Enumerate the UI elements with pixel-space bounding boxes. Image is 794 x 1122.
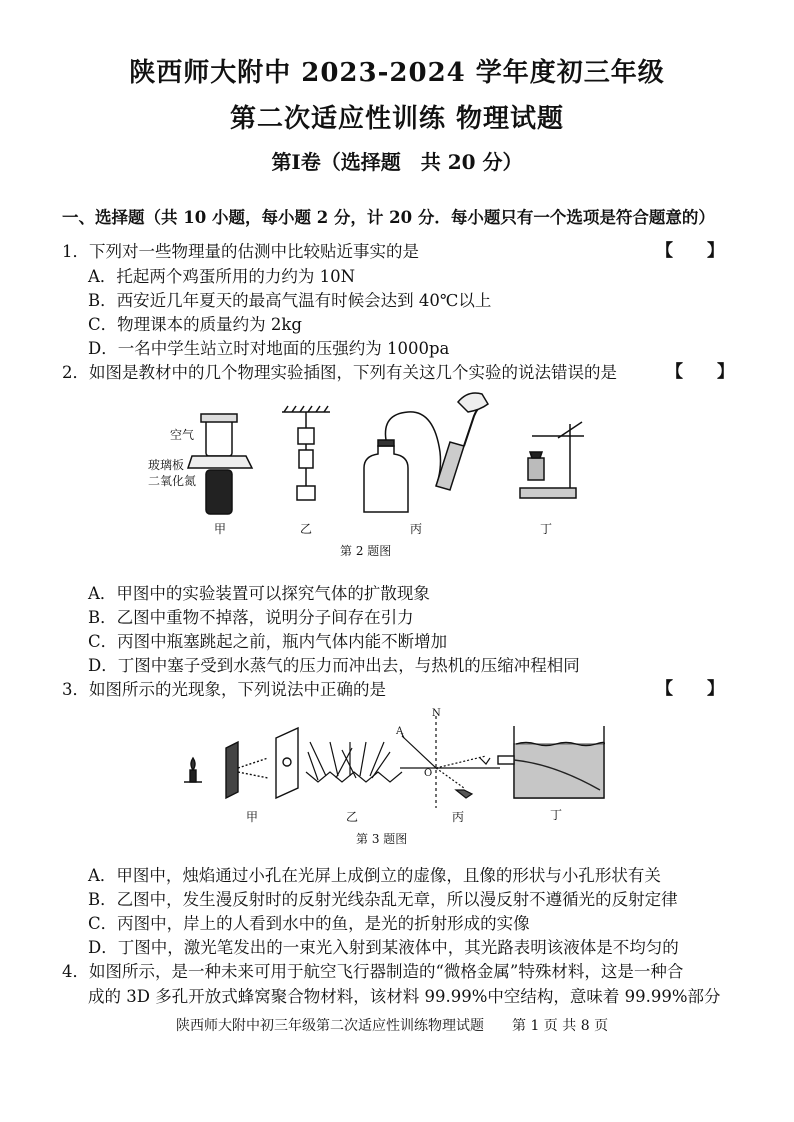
exam-title-line1: 陕西师大附中 2023-2024 学年度初三年级 [129, 58, 665, 88]
figure-3-bing [400, 716, 500, 808]
figure-caption: 第 3 题图 [356, 832, 408, 846]
option-a: A．甲图中的实验装置可以探究气体的扩散现象 [88, 584, 430, 603]
section-heading: 一、选择题（共 10 小题，每小题 2 分，计 20 分．每小题只有一个选项是符合题意的） [62, 208, 715, 227]
figure-caption: 第 2 题图 [340, 544, 392, 558]
answer-bracket: 【 】 [656, 241, 724, 261]
question-stem: 2．如图是教材中的几个物理实验插图，下列有关这几个实验的说法错误的是 [62, 363, 617, 382]
figure-part-ding: 丁 [540, 522, 553, 536]
option-b: B．乙图中，发生漫反射时的反射光线杂乱无章，所以漫反射不遵循光的反射定律 [88, 890, 678, 909]
question-stem-line1: 4．如图所示，是一种未来可用于航空飞行器制造的“微格金属”特殊材料，这是一种合 [62, 962, 684, 981]
option-b: B．乙图中重物不掉落，说明分子间存在引力 [88, 608, 414, 627]
figure-part-bing: 丙 [410, 522, 423, 536]
figure-3-yi [306, 742, 402, 782]
question-stem: 3．如图所示的光现象，下列说法中正确的是 [62, 680, 386, 699]
option-c: C．物理课本的质量约为 2kg [88, 315, 302, 334]
answer-bracket: 【 】 [656, 679, 724, 699]
figure-part-jia: 甲 [214, 522, 227, 536]
figure-label-air: 空气 [170, 428, 195, 442]
figure-label-o: O [424, 768, 433, 779]
figure-part-jia: 甲 [246, 810, 259, 824]
figure-label-a: A [396, 726, 404, 737]
answer-bracket: 【 】 [666, 362, 734, 382]
page-footer: 陕西师大附中初三年级第二次适应性训练物理试题 第 1 页 共 8 页 [176, 1018, 609, 1034]
option-d: D．一名中学生站立时对地面的压强约为 1000pa [88, 339, 450, 358]
part-title: 第Ⅰ卷（选择题 共 20 分） [271, 150, 523, 174]
figure-label-no2: 二氧化氮 [148, 474, 197, 488]
option-c: C．丙图中瓶塞跳起之前，瓶内气体内能不断增加 [88, 632, 448, 651]
figure-part-ding: 丁 [550, 808, 563, 822]
option-a: A．托起两个鸡蛋所用的力约为 10N [88, 267, 356, 286]
figure-label-glass-plate: 玻璃板 [148, 458, 185, 472]
option-c: C．丙图中，岸上的人看到水中的鱼，是光的折射形成的实像 [88, 914, 530, 933]
option-a: A．甲图中，烛焰通过小孔在光屏上成倒立的虚像，且像的形状与小孔形状有关 [88, 866, 661, 885]
figure-part-bing: 丙 [452, 810, 465, 824]
figure-part-yi: 乙 [346, 810, 359, 824]
figure-3-jia [184, 728, 298, 798]
figure-part-yi: 乙 [300, 522, 313, 536]
question-stem-line2: 成的 3D 多孔开放式蜂窝聚合物材料，该材料 99.99%中空结构，意味着 99.99%部分 [88, 987, 721, 1006]
figure-label-n: N [432, 708, 441, 719]
option-d: D．丁图中，激光笔发出的一束光入射到某液体中，其光路表明该液体是不均匀的 [88, 938, 679, 957]
option-d: D．丁图中塞子受到水蒸气的压力而冲出去，与热机的压缩冲程相同 [88, 656, 580, 675]
option-b: B．西安近几年夏天的最高气温有时候会达到 40℃以上 [88, 291, 492, 310]
exam-title-line2: 第二次适应性训练 物理试题 [229, 104, 565, 134]
question-stem: 1．下列对一些物理量的估测中比较贴近事实的是 [62, 242, 419, 261]
figure-3-ding [498, 726, 604, 798]
